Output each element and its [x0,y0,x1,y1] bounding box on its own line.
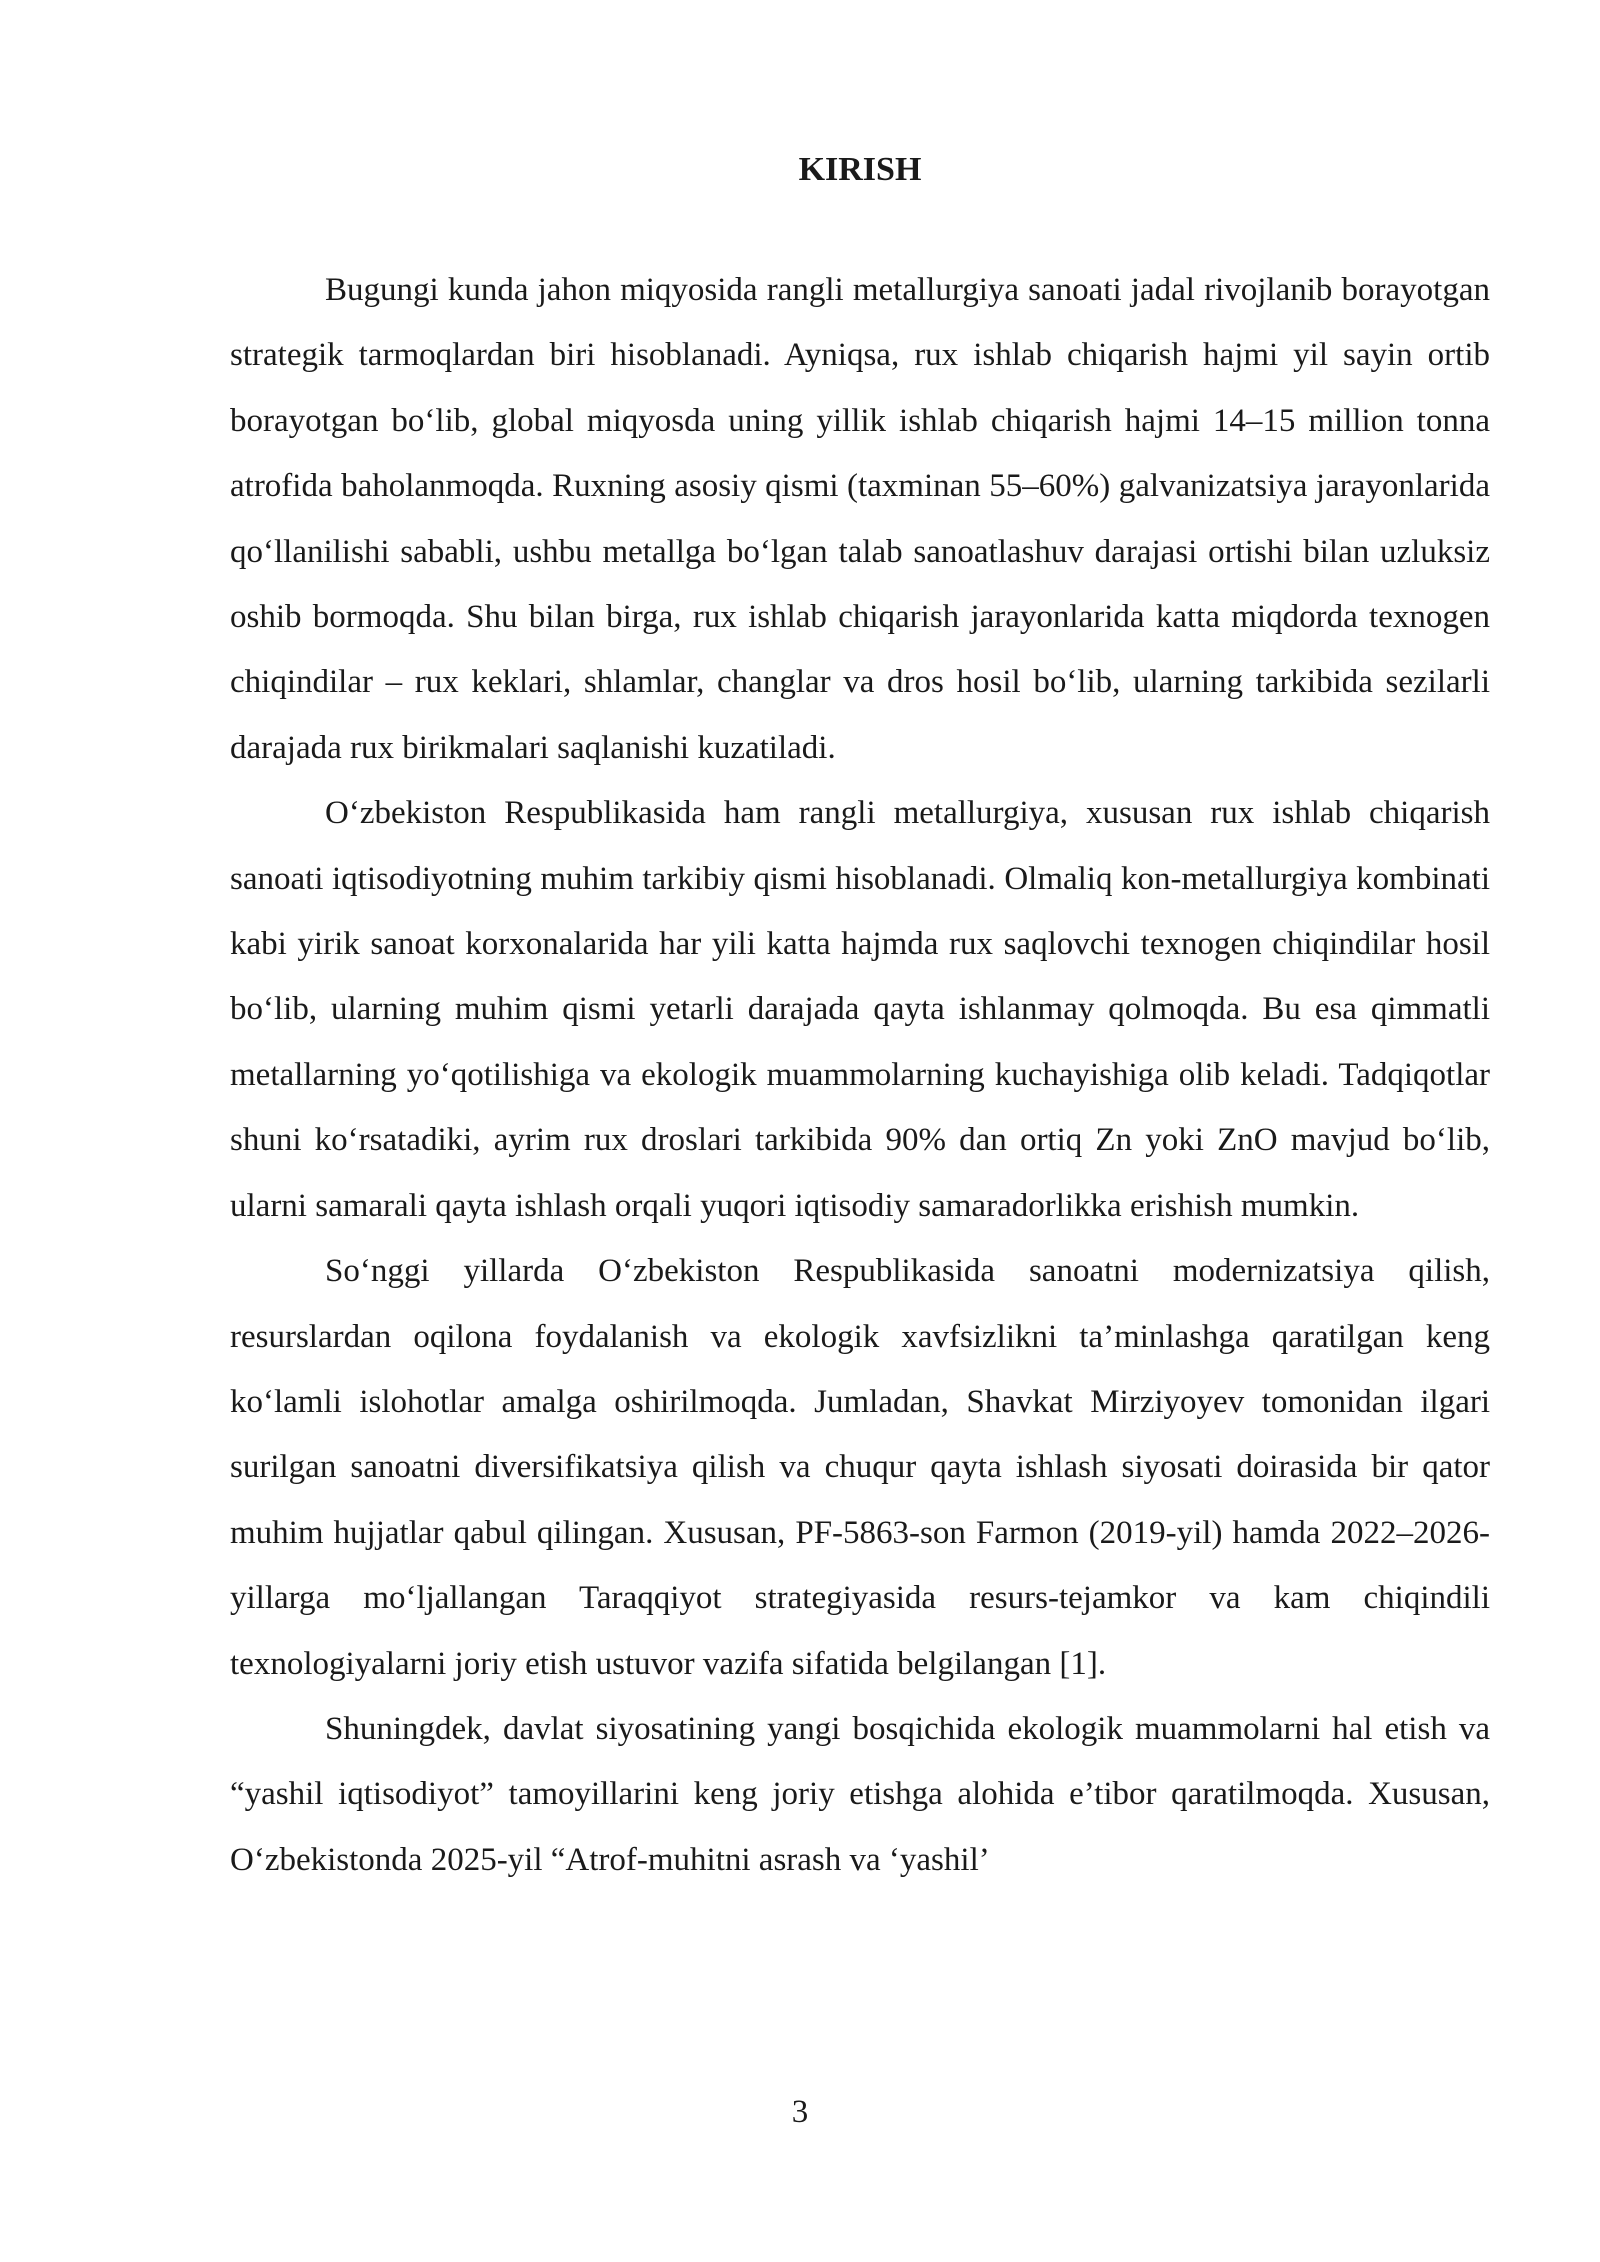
page-number: 3 [791,2094,809,2130]
paragraph-4: Shuningdek, davlat siyosatining yangi bosqichida ekologik muammolarni hal etish va “yashil iqtisodiyot” tamoyillarini keng joriy etishga alohida e’tibor qaratilmoqda. Xususan, O‘zbekistonda 2025-yil “Atrof-muhitni asrash va ‘yashil’ [230,1710,1490,1878]
paragraph-1: Bugungi kunda jahon miqyosida rangli metallurgiya sanoati jadal rivojlanib borayotgan strategik tarmoqlardan biri hisoblanadi. Ayniqsa, rux ishlab chiqarish hajmi yil sayin ortib borayotgan bo‘lib, global miqyosda uning yillik ishlab chiqarish hajmi 14–15 million tonna atrofida baholanmoqda. Ruxning asosiy qismi (taxminan 55–60%) galvanizatsiya jarayonlarida qo‘llanilishi sababli, ushbu metallga bo‘lgan talab sanoatlashuv darajasi ortishi bilan uzluksiz oshib bormoqda. Shu bilan birga, rux ishlab chiqarish jarayonlarida katta miqdorda texnogen chiqindilar – rux keklari, shlamlar, changlar va dros hosil bo‘lib, ularning tarkibida sezilarli darajada rux birikmalari saqlanishi kuzatiladi. [230,272,1490,766]
paragraph-2: O‘zbekiston Respublikasida ham rangli metallurgiya, xususan rux ishlab chiqarish sanoati iqtisodiyotning muhim tarkibiy qismi hisoblanadi. Olmaliq kon-metallurgiya kombinati kabi yirik sanoat korxonalarida har yili katta hajmda rux saqlovchi texnogen chiqindilar hosil bo‘lib, ularning muhim qismi yetarli darajada qayta ishlanmay qolmoqda. Bu esa qimmatli metallarning yo‘qotilishiga va ekologik muammolarning kuchayishiga olib keladi. Tadqiqotlar shuni ko‘rsatadiki, ayrim rux droslari tarkibida 90% dan ortiq Zn yoki ZnO mavjud bo‘lib, ularni samarali qayta ishlash orqali yuqori iqtisodiy samaradorlikka erishish mumkin. [230,795,1490,1224]
paragraph-3: So‘nggi yillarda O‘zbekiston Respublikasida sanoatni modernizatsiya qilish, resurslardan oqilona foydalanish va ekologik xavfsizlikni ta’minlashga qaratilgan keng ko‘lamli islohotlar amalga oshirilmoqda. Jumladan, Shavkat Mirziyoyev tomonidan ilgari surilgan sanoatni diversifikatsiya qilish va chuqur qayta ishlash siyosati doirasida bir qator muhim hujjatlar qabul qilingan. Xususan, PF-5863-son Farmon (2019-yil) hamda 2022–2026-yillarga mo‘ljallangan Taraqqiyot strategiyasida resurs-tejamkor va kam chiqindili texnologiyalarni joriy etish ustuvor vazifa sifatida belgilangan [1]. [230,1253,1490,1682]
page-title: KIRISH [798,151,922,188]
page-body [230,150,1490,1893]
